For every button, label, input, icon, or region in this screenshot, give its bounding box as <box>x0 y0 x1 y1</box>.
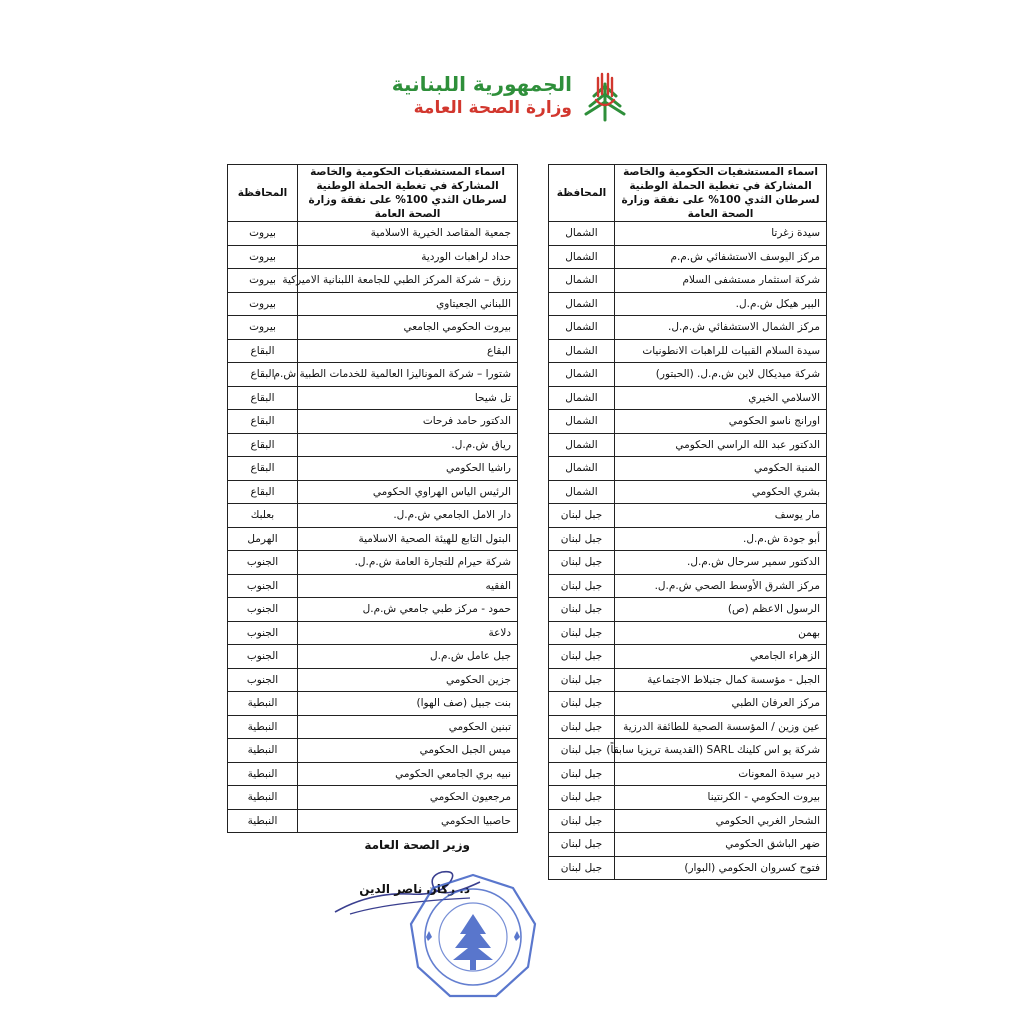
hospital-name-cell: جمعية المقاصد الخيرية الاسلامية <box>298 222 518 246</box>
governorate-cell: البقاع <box>228 433 298 457</box>
governorate-cell: بيروت <box>228 245 298 269</box>
governorate-cell: جبل لبنان <box>549 786 615 810</box>
hospital-name-cell: مرجعيون الحكومي <box>298 786 518 810</box>
governorate-cell: بيروت <box>228 292 298 316</box>
table-row <box>549 668 827 692</box>
governorate-cell: جبل لبنان <box>549 551 615 575</box>
table-row <box>549 856 827 880</box>
table-row <box>549 739 827 763</box>
hospital-name-cell: بيروت الحكومي - الكرنتينا <box>615 786 827 810</box>
hospital-name-cell: جزين الحكومي <box>298 668 518 692</box>
table-row <box>228 598 518 622</box>
hospital-name-cell: الزهراء الجامعي <box>615 645 827 669</box>
hospitals-table-right <box>548 164 827 880</box>
minister-name: د. ركان ناصر الدين <box>359 882 470 896</box>
hospital-name-cell: دير سيدة المعونات <box>615 762 827 786</box>
governorate-cell: جبل لبنان <box>549 621 615 645</box>
governorate-cell: الشمال <box>549 316 615 340</box>
governorate-cell: الشمال <box>549 410 615 434</box>
table-row <box>228 339 518 363</box>
hospital-name-cell: الجبل - مؤسسة كمال جنبلاط الاجتماعية <box>615 668 827 692</box>
governorate-cell: جبل لبنان <box>549 574 615 598</box>
governorate-cell: الشمال <box>549 480 615 504</box>
governorate-cell: جبل لبنان <box>549 833 615 857</box>
table-row <box>228 739 518 763</box>
hospital-name-cell: بهمن <box>615 621 827 645</box>
table-row <box>228 786 518 810</box>
minister-title: وزير الصحة العامة <box>364 838 470 852</box>
hospital-name-cell: نبيه بري الجامعي الحكومي <box>298 762 518 786</box>
governorate-cell: النبطية <box>228 739 298 763</box>
table-row <box>228 574 518 598</box>
governorate-cell: الشمال <box>549 339 615 363</box>
hospital-name-cell: الرسول الاعظم (ص) <box>615 598 827 622</box>
hospital-name-cell: جبل عامل ش.م.ل <box>298 645 518 669</box>
governorate-cell: الشمال <box>549 292 615 316</box>
hospital-name-cell: شركة ميديكال لاين ش.م.ل. (الحبتور) <box>615 363 827 387</box>
minister-signature-block <box>340 838 470 896</box>
governorate-cell: بيروت <box>228 222 298 246</box>
table-row <box>228 410 518 434</box>
table-row <box>549 598 827 622</box>
table-row <box>549 762 827 786</box>
table-row <box>228 762 518 786</box>
table-row <box>228 269 518 293</box>
col-header-hospital-names: اسماء المستشفيات الحكومية والخاصة المشاركة في تغطية الحملة الوطنية لسرطان الثدي 100% على نفقة وزارة الصحة العامة <box>298 165 518 222</box>
table-row <box>549 715 827 739</box>
table-row <box>228 692 518 716</box>
hospital-name-cell: اللبناني الجعيتاوي <box>298 292 518 316</box>
hospital-name-cell: شركة يو اس كلينك SARL (القديسة تريزيا سابقاً) <box>615 739 827 763</box>
table-row <box>228 715 518 739</box>
table-row <box>549 386 827 410</box>
table-row <box>549 809 827 833</box>
table-row <box>228 480 518 504</box>
table-row <box>549 339 827 363</box>
hospital-name-cell: عين وزين / المؤسسة الصحية للطائفة الدرزية <box>615 715 827 739</box>
ministry-title: وزارة الصحة العامة <box>413 98 572 118</box>
governorate-cell: جبل لبنان <box>549 739 615 763</box>
hospital-name-cell: سيدة زغرتا <box>615 222 827 246</box>
table-row <box>228 668 518 692</box>
governorate-cell: النبطية <box>228 715 298 739</box>
hospital-name-cell: دلاعة <box>298 621 518 645</box>
hospital-name-cell: شركة استثمار مستشفى السلام <box>615 269 827 293</box>
table-row <box>549 245 827 269</box>
hospital-name-cell: مركز اليوسف الاستشفائي ش.م.م <box>615 245 827 269</box>
hospital-name-cell: راشيا الحكومي <box>298 457 518 481</box>
table-row <box>549 504 827 528</box>
table-row <box>228 316 518 340</box>
letterhead <box>391 66 634 126</box>
table-row <box>549 410 827 434</box>
table-row <box>228 386 518 410</box>
table-row <box>549 692 827 716</box>
table-row <box>549 645 827 669</box>
table-row <box>549 269 827 293</box>
hospital-name-cell: شركة حيرام للتجارة العامة ش.م.ل. <box>298 551 518 575</box>
hospital-name-cell: مركز الشرق الأوسط الصحي ش.م.ل. <box>615 574 827 598</box>
cedar-hand-logo-icon <box>576 66 634 124</box>
hospital-name-cell: حداد لراهبات الوردية <box>298 245 518 269</box>
hospital-name-cell: حاصبيا الحكومي <box>298 809 518 833</box>
hospital-name-cell: دار الامل الجامعي ش.م.ل. <box>298 504 518 528</box>
hospital-name-cell: بنت جبيل (صف الهوا) <box>298 692 518 716</box>
hospital-name-cell: الرئيس الياس الهراوي الحكومي <box>298 480 518 504</box>
governorate-cell: الجنوب <box>228 598 298 622</box>
table-row <box>549 833 827 857</box>
hospital-name-cell: الشحار الغربي الحكومي <box>615 809 827 833</box>
hospital-name-cell: تل شيحا <box>298 386 518 410</box>
governorate-cell: بعلبك <box>228 504 298 528</box>
governorate-cell: البقاع <box>228 410 298 434</box>
table-row <box>549 316 827 340</box>
governorate-cell: جبل لبنان <box>549 645 615 669</box>
hospital-name-cell: رياق ش.م.ل. <box>298 433 518 457</box>
governorate-cell: الشمال <box>549 222 615 246</box>
hospitals-table-left <box>227 164 518 833</box>
table-row <box>549 786 827 810</box>
col-header-governorate: المحافظة <box>228 165 298 222</box>
hospital-name-cell: البتول التابع للهيئة الصحية الاسلامية <box>298 527 518 551</box>
governorate-cell: جبل لبنان <box>549 598 615 622</box>
governorate-cell: البقاع <box>228 480 298 504</box>
hospital-name-cell: سيدة السلام القبيات للراهبات الانطونيات <box>615 339 827 363</box>
hospital-name-cell: شتورا – شركة المونالیزا العالمية للخدمات الطبية ش.م <box>298 363 518 387</box>
table-row <box>549 457 827 481</box>
hospital-name-cell: بشري الحكومي <box>615 480 827 504</box>
hospital-name-cell: ضهر الباشق الحكومي <box>615 833 827 857</box>
hospital-name-cell: الدكتور حامد فرحات <box>298 410 518 434</box>
hospital-name-cell: المنية الحكومي <box>615 457 827 481</box>
table-row <box>549 480 827 504</box>
governorate-cell: الشمال <box>549 433 615 457</box>
hospital-name-cell: الفقيه <box>298 574 518 598</box>
governorate-cell: النبطية <box>228 786 298 810</box>
table-row <box>549 551 827 575</box>
governorate-cell: بيروت <box>228 316 298 340</box>
governorate-cell: البقاع <box>228 339 298 363</box>
table-row <box>549 292 827 316</box>
hospital-name-cell: الدكتور عبد الله الراسي الحكومي <box>615 433 827 457</box>
table-row <box>228 457 518 481</box>
table-row <box>228 363 518 387</box>
table-row <box>228 809 518 833</box>
table-row <box>549 621 827 645</box>
hospital-name-cell: الاسلامي الخيري <box>615 386 827 410</box>
governorate-cell: النبطية <box>228 762 298 786</box>
hospital-name-cell: مار يوسف <box>615 504 827 528</box>
hospital-name-cell: مركز العرفان الطبي <box>615 692 827 716</box>
governorate-cell: النبطية <box>228 692 298 716</box>
governorate-cell: الشمال <box>549 363 615 387</box>
table-row <box>549 574 827 598</box>
table-row <box>228 222 518 246</box>
governorate-cell: جبل لبنان <box>549 527 615 551</box>
hospital-name-cell: البقاع <box>298 339 518 363</box>
governorate-cell: الجنوب <box>228 551 298 575</box>
table-row <box>228 245 518 269</box>
governorate-cell: الهرمل <box>228 527 298 551</box>
governorate-cell: الشمال <box>549 386 615 410</box>
governorate-cell: الجنوب <box>228 574 298 598</box>
col-header-governorate: المحافظة <box>549 165 615 222</box>
table-row <box>228 645 518 669</box>
table-row <box>228 504 518 528</box>
hospital-name-cell: ميس الجبل الحكومي <box>298 739 518 763</box>
republic-title: الجمهورية اللبنانية <box>391 72 572 96</box>
hospital-name-cell: حمود - مركز طبي جامعي ش.م.ل <box>298 598 518 622</box>
table-row <box>549 363 827 387</box>
governorate-cell: الجنوب <box>228 668 298 692</box>
governorate-cell: الشمال <box>549 457 615 481</box>
governorate-cell: جبل لبنان <box>549 668 615 692</box>
table-row <box>228 527 518 551</box>
col-header-hospital-names: اسماء المستشفيات الحكومية والخاصة المشاركة في تغطية الحملة الوطنية لسرطان الثدي 100% على نفقة وزارة الصحة العامة <box>615 165 827 222</box>
governorate-cell: جبل لبنان <box>549 692 615 716</box>
governorate-cell: الشمال <box>549 245 615 269</box>
table-row <box>549 527 827 551</box>
hospital-name-cell: تبنين الحكومي <box>298 715 518 739</box>
table-row <box>228 292 518 316</box>
governorate-cell: الجنوب <box>228 645 298 669</box>
hospital-name-cell: الدكتور سمير سرحال ش.م.ل. <box>615 551 827 575</box>
hospital-name-cell: رزق – شركة المركز الطبي للجامعة اللبنانية الاميركية <box>298 269 518 293</box>
table-header-row <box>549 165 827 222</box>
governorate-cell: جبل لبنان <box>549 809 615 833</box>
table-header-row <box>228 165 518 222</box>
hospital-name-cell: البير هيكل ش.م.ل. <box>615 292 827 316</box>
governorate-cell: جبل لبنان <box>549 856 615 880</box>
table-row <box>228 621 518 645</box>
table-row <box>228 551 518 575</box>
governorate-cell: البقاع <box>228 363 298 387</box>
hospital-name-cell: بيروت الحكومي الجامعي <box>298 316 518 340</box>
hospital-name-cell: اورانج ناسو الحكومي <box>615 410 827 434</box>
governorate-cell: جبل لبنان <box>549 504 615 528</box>
governorate-cell: البقاع <box>228 457 298 481</box>
table-row <box>549 222 827 246</box>
hospital-name-cell: فتوح كسروان الحكومي (البوار) <box>615 856 827 880</box>
hospital-name-cell: أبو جودة ش.م.ل. <box>615 527 827 551</box>
ministry-seal-icon <box>408 872 538 1002</box>
governorate-cell: الشمال <box>549 269 615 293</box>
governorate-cell: النبطية <box>228 809 298 833</box>
governorate-cell: جبل لبنان <box>549 715 615 739</box>
hospital-name-cell: مركز الشمال الاستشفائي ش.م.ل. <box>615 316 827 340</box>
table-row <box>549 433 827 457</box>
governorate-cell: الجنوب <box>228 621 298 645</box>
governorate-cell: البقاع <box>228 386 298 410</box>
governorate-cell: بيروت <box>228 269 298 293</box>
table-row <box>228 433 518 457</box>
governorate-cell: جبل لبنان <box>549 762 615 786</box>
